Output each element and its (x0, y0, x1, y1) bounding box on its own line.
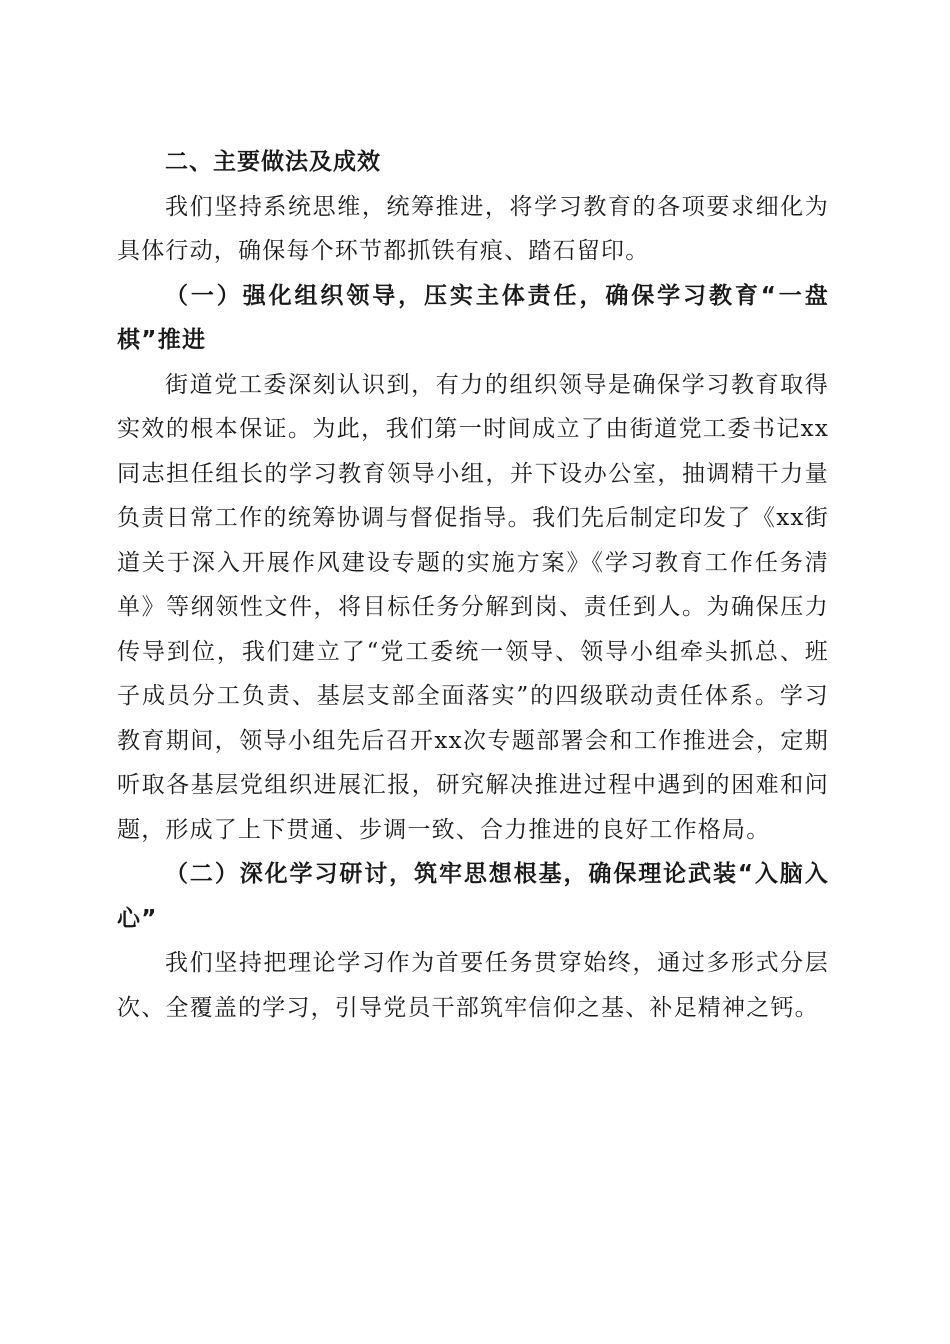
subsection-1-paragraph: 街道党工委深刻认识到，有力的组织领导是确保学习教育取得实效的根本保证。为此，我们第一时间成立了由街道党工委书记xx同志担任组长的学习教育领导小组，并下设办公室，抽调精干力量负责日常工作的统筹协调与督促指导。我们先后制定印发了《xx街道关于深入开展作风建设专题的实施方案》《学习教育工作任务清单》等纲领性文件，将目标任务分解到岗、责任到人。为确保压力传导到位，我们建立了“党工委统一领导、领导小组牵头抓总、班子成员分工负责、基层支部全面落实”的四级联动责任体系。学习教育期间，领导小组先后召开xx次专题部署会和工作推进会，定期听取各基层党组织进展汇报，研究解决推进过程中遇到的困难和问题，形成了上下贯通、步调一致、合力推进的良好工作格局。 (117, 371, 829, 843)
subsection-2-paragraph: 我们坚持把理论学习作为首要任务贯穿始终，通过多形式分层次、全覆盖的学习，引导党员干部筑牢信仰之基、补足精神之钙。 (117, 950, 829, 1021)
subsection-2-heading: （二）深化学习研讨，筑牢思想根基，确保理论武装“入脑入心” (117, 861, 829, 932)
section-heading: 二、主要做法及成效 (165, 149, 381, 175)
document-body (117, 140, 829, 1030)
subsection-1-heading: （一）强化组织领导，压实主体责任，确保学习教育“一盘棋”推进 (117, 282, 829, 353)
intro-paragraph: 我们坚持系统思维，统筹推进，将学习教育的各项要求细化为具体行动，确保每个环节都抓铁有痕、踏石留印。 (117, 193, 829, 264)
